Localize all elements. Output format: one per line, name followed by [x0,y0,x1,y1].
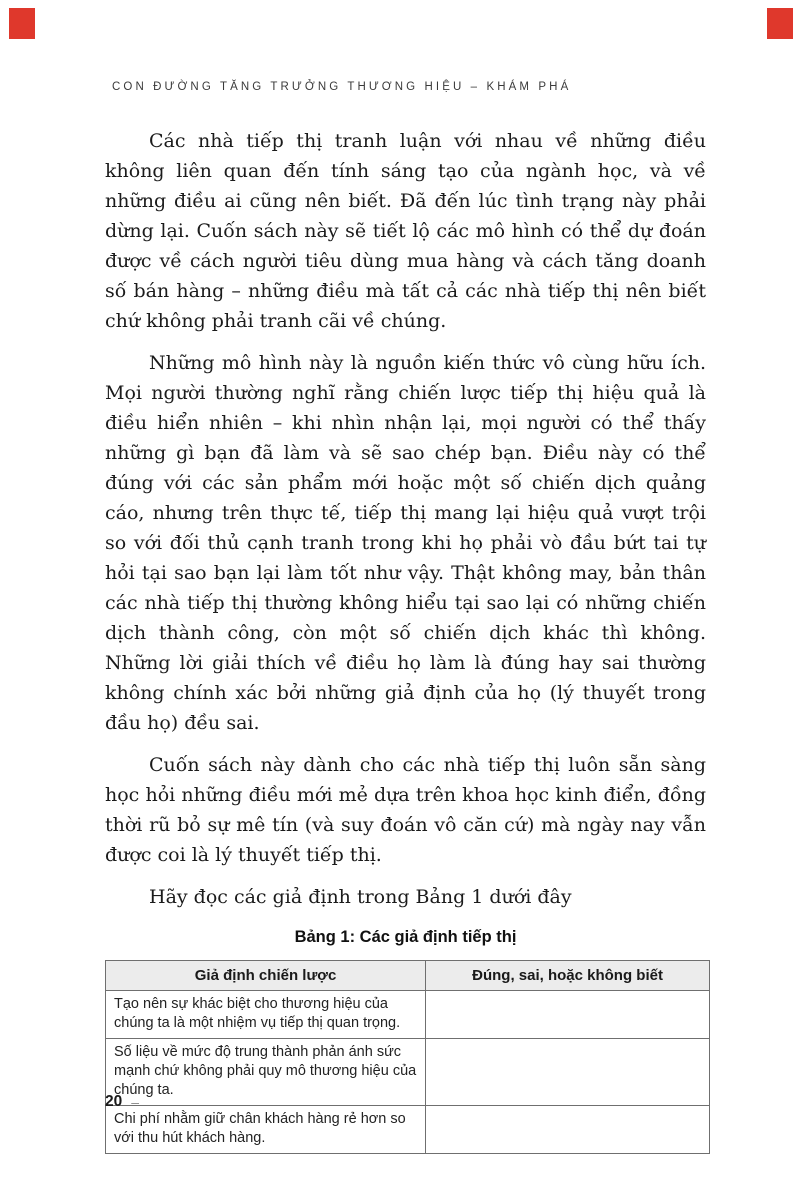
page-corner-tab-right [767,8,793,39]
body-paragraph-1: Các nhà tiếp thị tranh luận với nhau về những điều không liên quan đến tính sáng tạo của ngành học, và về những điều ai cũng nên biết. Đã đến lúc tình trạng này phải dừng lại. Cuốn sách này sẽ tiết lộ các mô hình có thể dự đoán được về cách người tiêu dùng mua hàng và cách tăng doanh số bán hàng – những điều mà tất cả các nhà tiếp thị nên biết chứ không phải tranh cãi về chúng. [105,130,706,332]
table-row [106,1039,710,1106]
table-header-assumption: Giả định chiến lược [106,961,426,991]
assumptions-table [105,960,710,1154]
body-paragraph-2: Những mô hình này là nguồn kiến thức vô cùng hữu ích. Mọi người thường nghĩ rằng chiến lược tiếp thị hiệu quả là điều hiển nhiên – khi nhìn nhận lại, mọi người có thể thấy những gì bạn đã làm và sẽ sao chép bạn. Điều này có thể đúng với các sản phẩm mới hoặc một số chiến dịch quảng cáo, nhưng trên thực tế, tiếp thị mang lại hiệu quả vượt trội so với đối thủ cạnh tranh trong khi họ phải vò đầu bứt tai tự hỏi tại sao bạn lại làm tốt như vậy. Thật không may, bản thân các nhà tiếp thị thường không hiểu tại sao lại có những chiến dịch thành công, còn một số chiến dịch khác thì không. Những lời giải thích về điều họ làm là đúng hay sai thường không chính xác bởi những giả định của họ (lý thuyết trong đầu họ) đều sai. [105,352,706,734]
table-cell-answer [426,991,710,1039]
page-footer [105,1093,139,1111]
table-header-row [106,961,710,991]
table-cell-assumption: Tạo nên sự khác biệt cho thương hiệu của chúng ta là một nhiệm vụ tiếp thị quan trọng. [106,991,426,1039]
table-cell-answer [426,1039,710,1106]
page-number: 20 [105,1093,123,1110]
page-body [105,126,706,1154]
body-paragraph-3: Cuốn sách này dành cho các nhà tiếp thị luôn sẵn sàng học hỏi những điều mới mẻ dựa trên khoa học kinh điển, đồng thời rũ bỏ sự mê tín (và suy đoán vô căn cứ) mà ngày nay vẫn được coi là lý thuyết tiếp thị. [105,754,706,866]
body-paragraph-4: Hãy đọc các giả định trong Bảng 1 dưới đây [149,886,572,908]
table-cell-assumption: Số liệu về mức độ trung thành phản ánh sức mạnh chứ không phải quy mô thương hiệu của chúng ta. [106,1039,426,1106]
running-header: CON ĐƯỜNG TĂNG TRƯỞNG THƯƠNG HIỆU – KHÁM PHÁ [112,81,572,93]
table-row [106,991,710,1039]
page-number-dash: – [131,1094,140,1110]
table-row [106,1106,710,1154]
table-cell-assumption: Chi phí nhằm giữ chân khách hàng rẻ hơn so với thu hút khách hàng. [106,1106,426,1154]
table-caption: Bảng 1: Các giả định tiếp thị [294,928,517,946]
table-cell-answer [426,1106,710,1154]
page-corner-tab-left [9,8,35,39]
table-header-answer: Đúng, sai, hoặc không biết [426,961,710,991]
